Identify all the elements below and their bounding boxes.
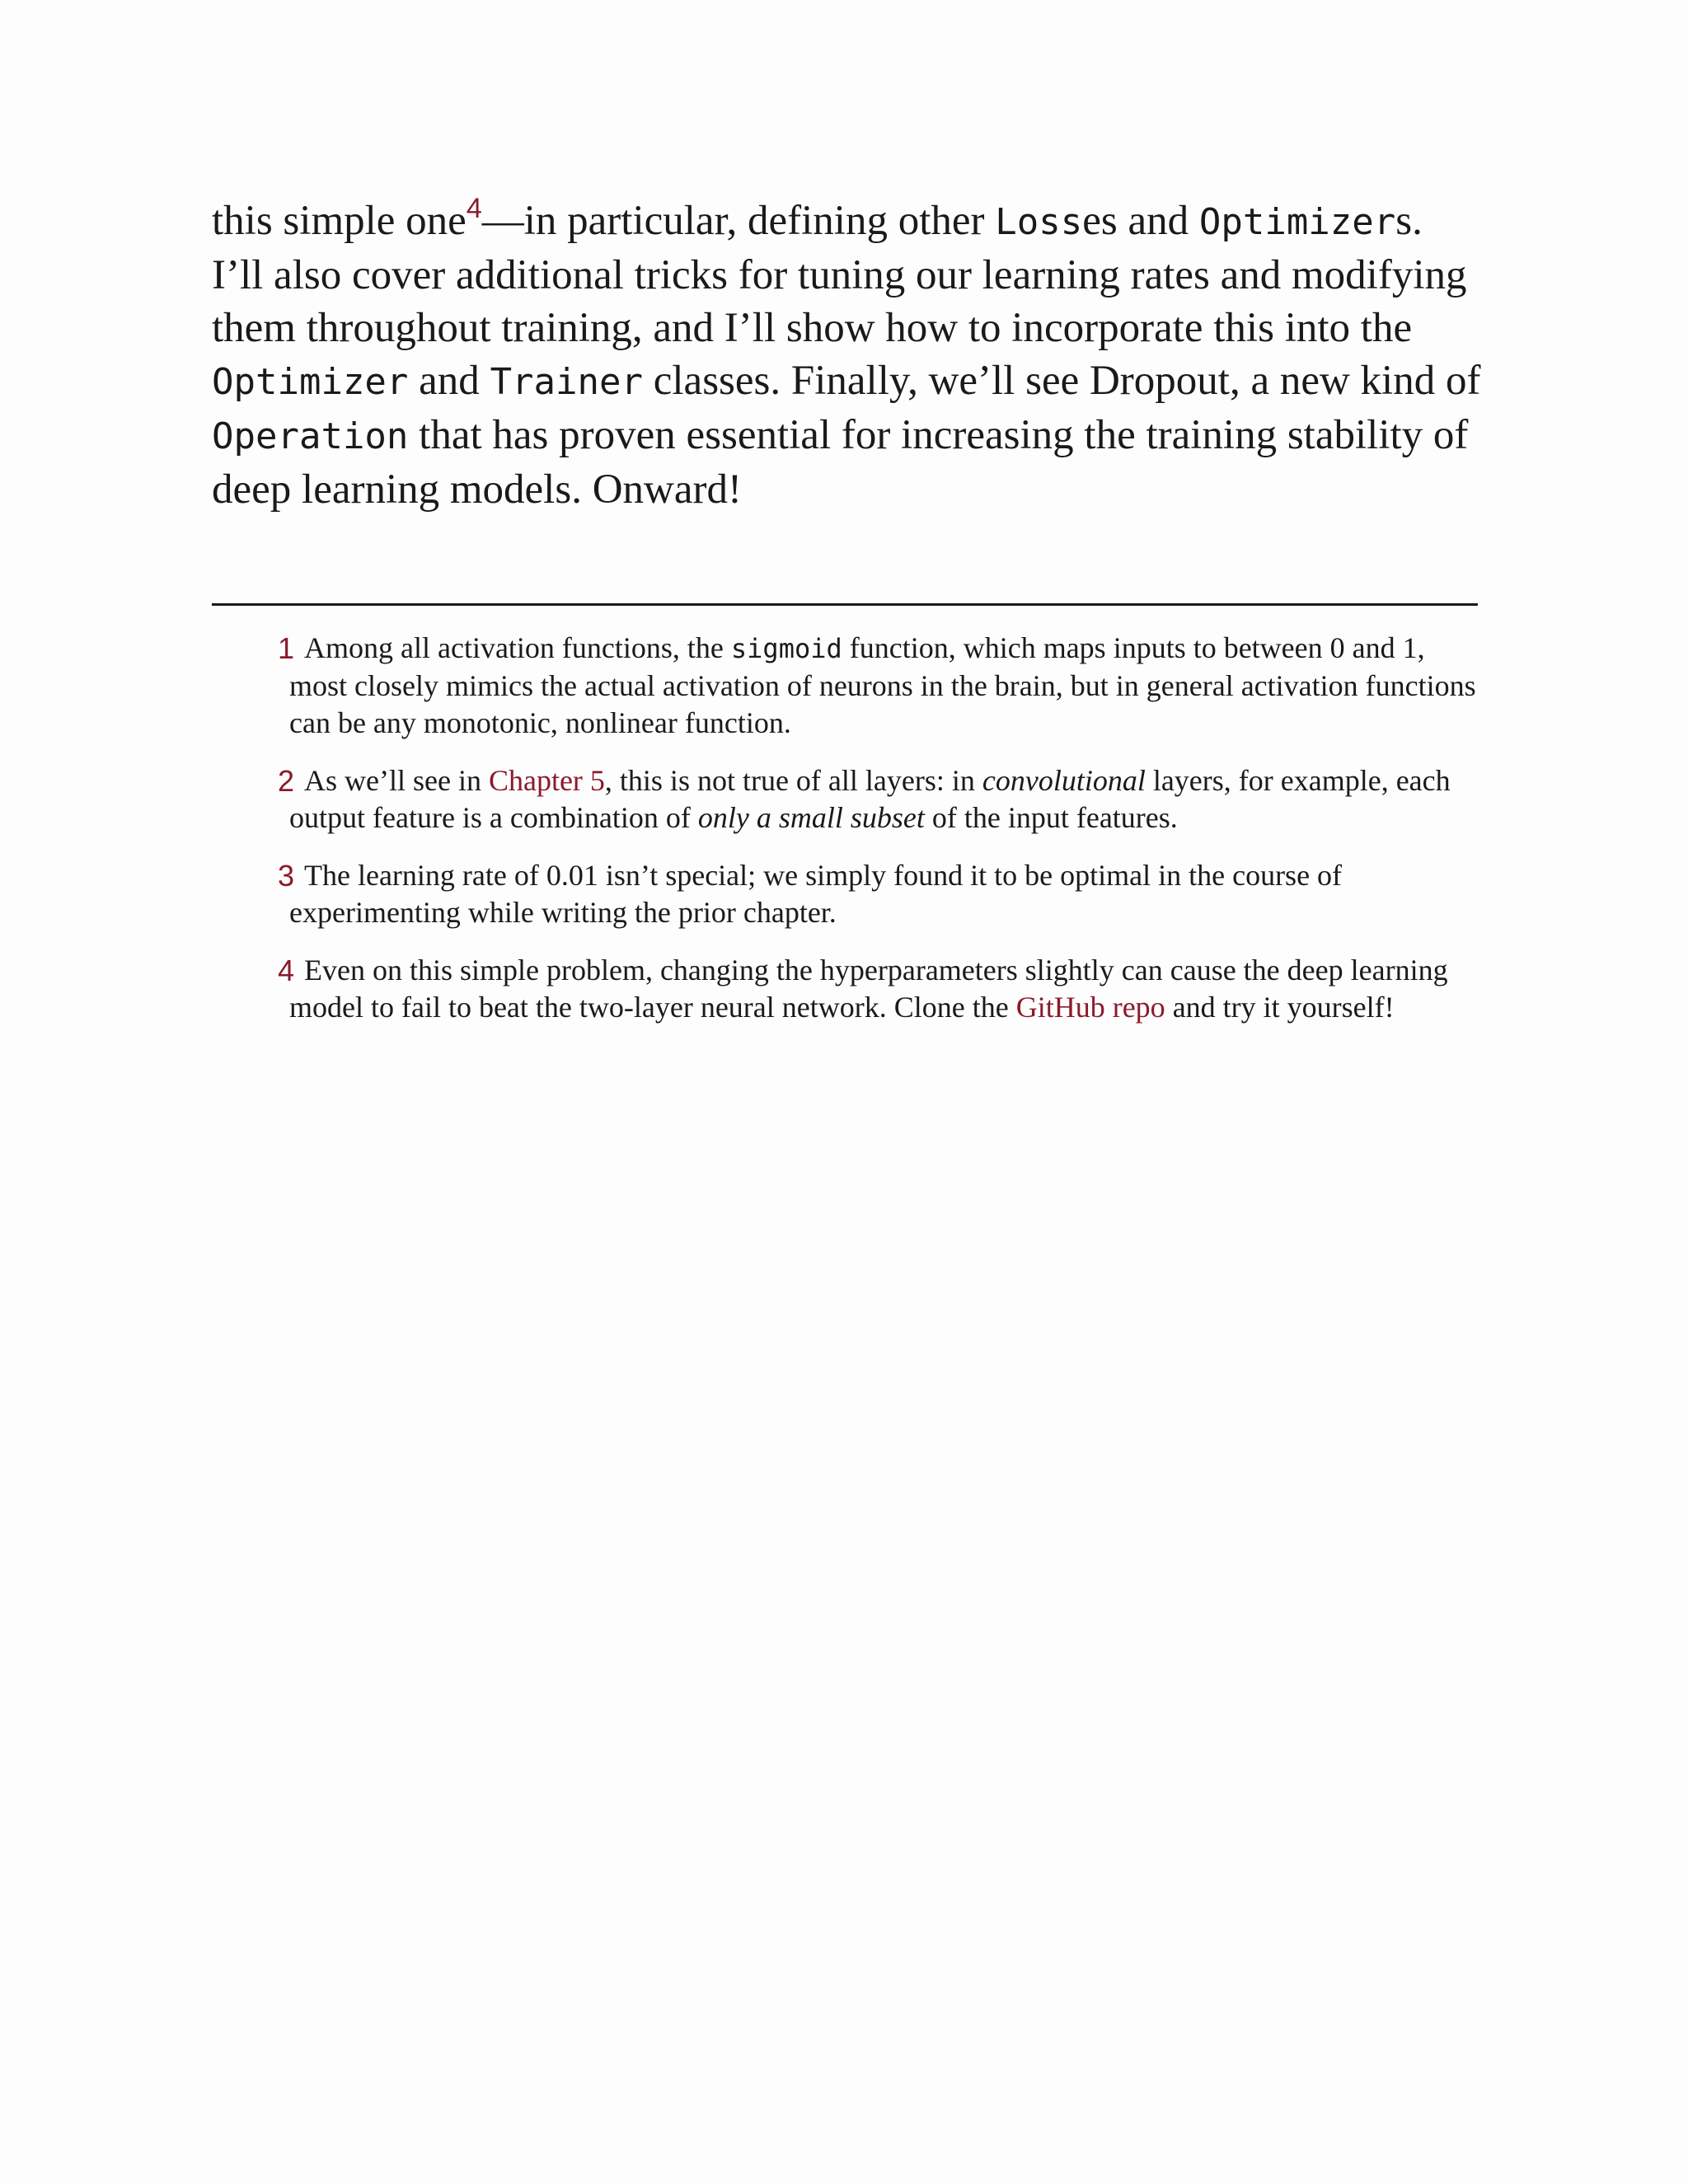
text-run: es and <box>1082 198 1199 244</box>
emphasis-text: convolutional <box>982 764 1146 797</box>
text-run: and try it yourself! <box>1165 991 1395 1024</box>
text-run: that has proven essential for increasing the training stability of deep learning models. Onward! <box>212 412 1469 513</box>
main-paragraph <box>212 194 1481 516</box>
text-run: —in particular, defining other <box>481 198 996 244</box>
footnote-number[interactable]: 4 <box>278 954 295 987</box>
code-trainer: Trainer <box>490 361 643 403</box>
code-optimizer: Optimizer <box>212 361 409 403</box>
text-run: classes. Finally, we’ll see Dropout, a new kind of <box>643 358 1481 404</box>
code-loss: Loss <box>995 201 1083 243</box>
text-run: layers, for example, each output feature is a combination of <box>289 764 1451 834</box>
code-operation: Operation <box>212 415 409 457</box>
footnote-divider <box>212 603 1478 606</box>
text-run: this simple one <box>212 198 467 244</box>
chapter-5-link[interactable]: Chapter 5 <box>488 764 605 797</box>
text-run: The learning rate of 0.01 isn’t special; we simply found it to be optimal in the course of experimenting while writing the prior chapter. <box>289 859 1343 929</box>
text-run: Among all activation functions, the <box>304 631 731 664</box>
footnote-4 <box>278 952 1484 1026</box>
code-sigmoid: sigmoid <box>730 633 842 664</box>
text-run: s. I’ll also cover additional tricks for tuning our learning rates and modifying them throughout training, and I’ll show how to incorporate this into the <box>212 198 1467 351</box>
footnote-number[interactable]: 1 <box>278 631 295 665</box>
footnotes-section <box>278 630 1484 1047</box>
text-run: of the input features. <box>924 801 1178 834</box>
footnote-number[interactable]: 3 <box>278 859 295 893</box>
footnote-number[interactable]: 2 <box>278 764 295 798</box>
footnote-1 <box>278 630 1484 742</box>
text-run: , this is not true of all layers: in <box>604 764 982 797</box>
text-run: and <box>408 358 490 404</box>
github-repo-link[interactable]: GitHub repo <box>1015 991 1165 1024</box>
footnote-3 <box>278 857 1484 931</box>
text-run: Even on this simple problem, changing the hyperparameters slightly can cause the deep learning model to fail to beat the two-layer neural network. Clone the <box>289 954 1448 1024</box>
emphasis-text: only a small subset <box>697 801 925 834</box>
text-run: function, which maps inputs to between 0 and 1, most closely mimics the actual activation of neurons in the brain, but in general activation functions can be any monotonic, nonlinear function. <box>289 631 1476 739</box>
code-optimizer: Optimizer <box>1198 201 1396 243</box>
text-run: As we’ll see in <box>304 764 489 797</box>
footnote-ref-4[interactable]: 4 <box>466 193 482 224</box>
footnote-2 <box>278 762 1484 837</box>
body-text-block <box>212 194 1481 516</box>
